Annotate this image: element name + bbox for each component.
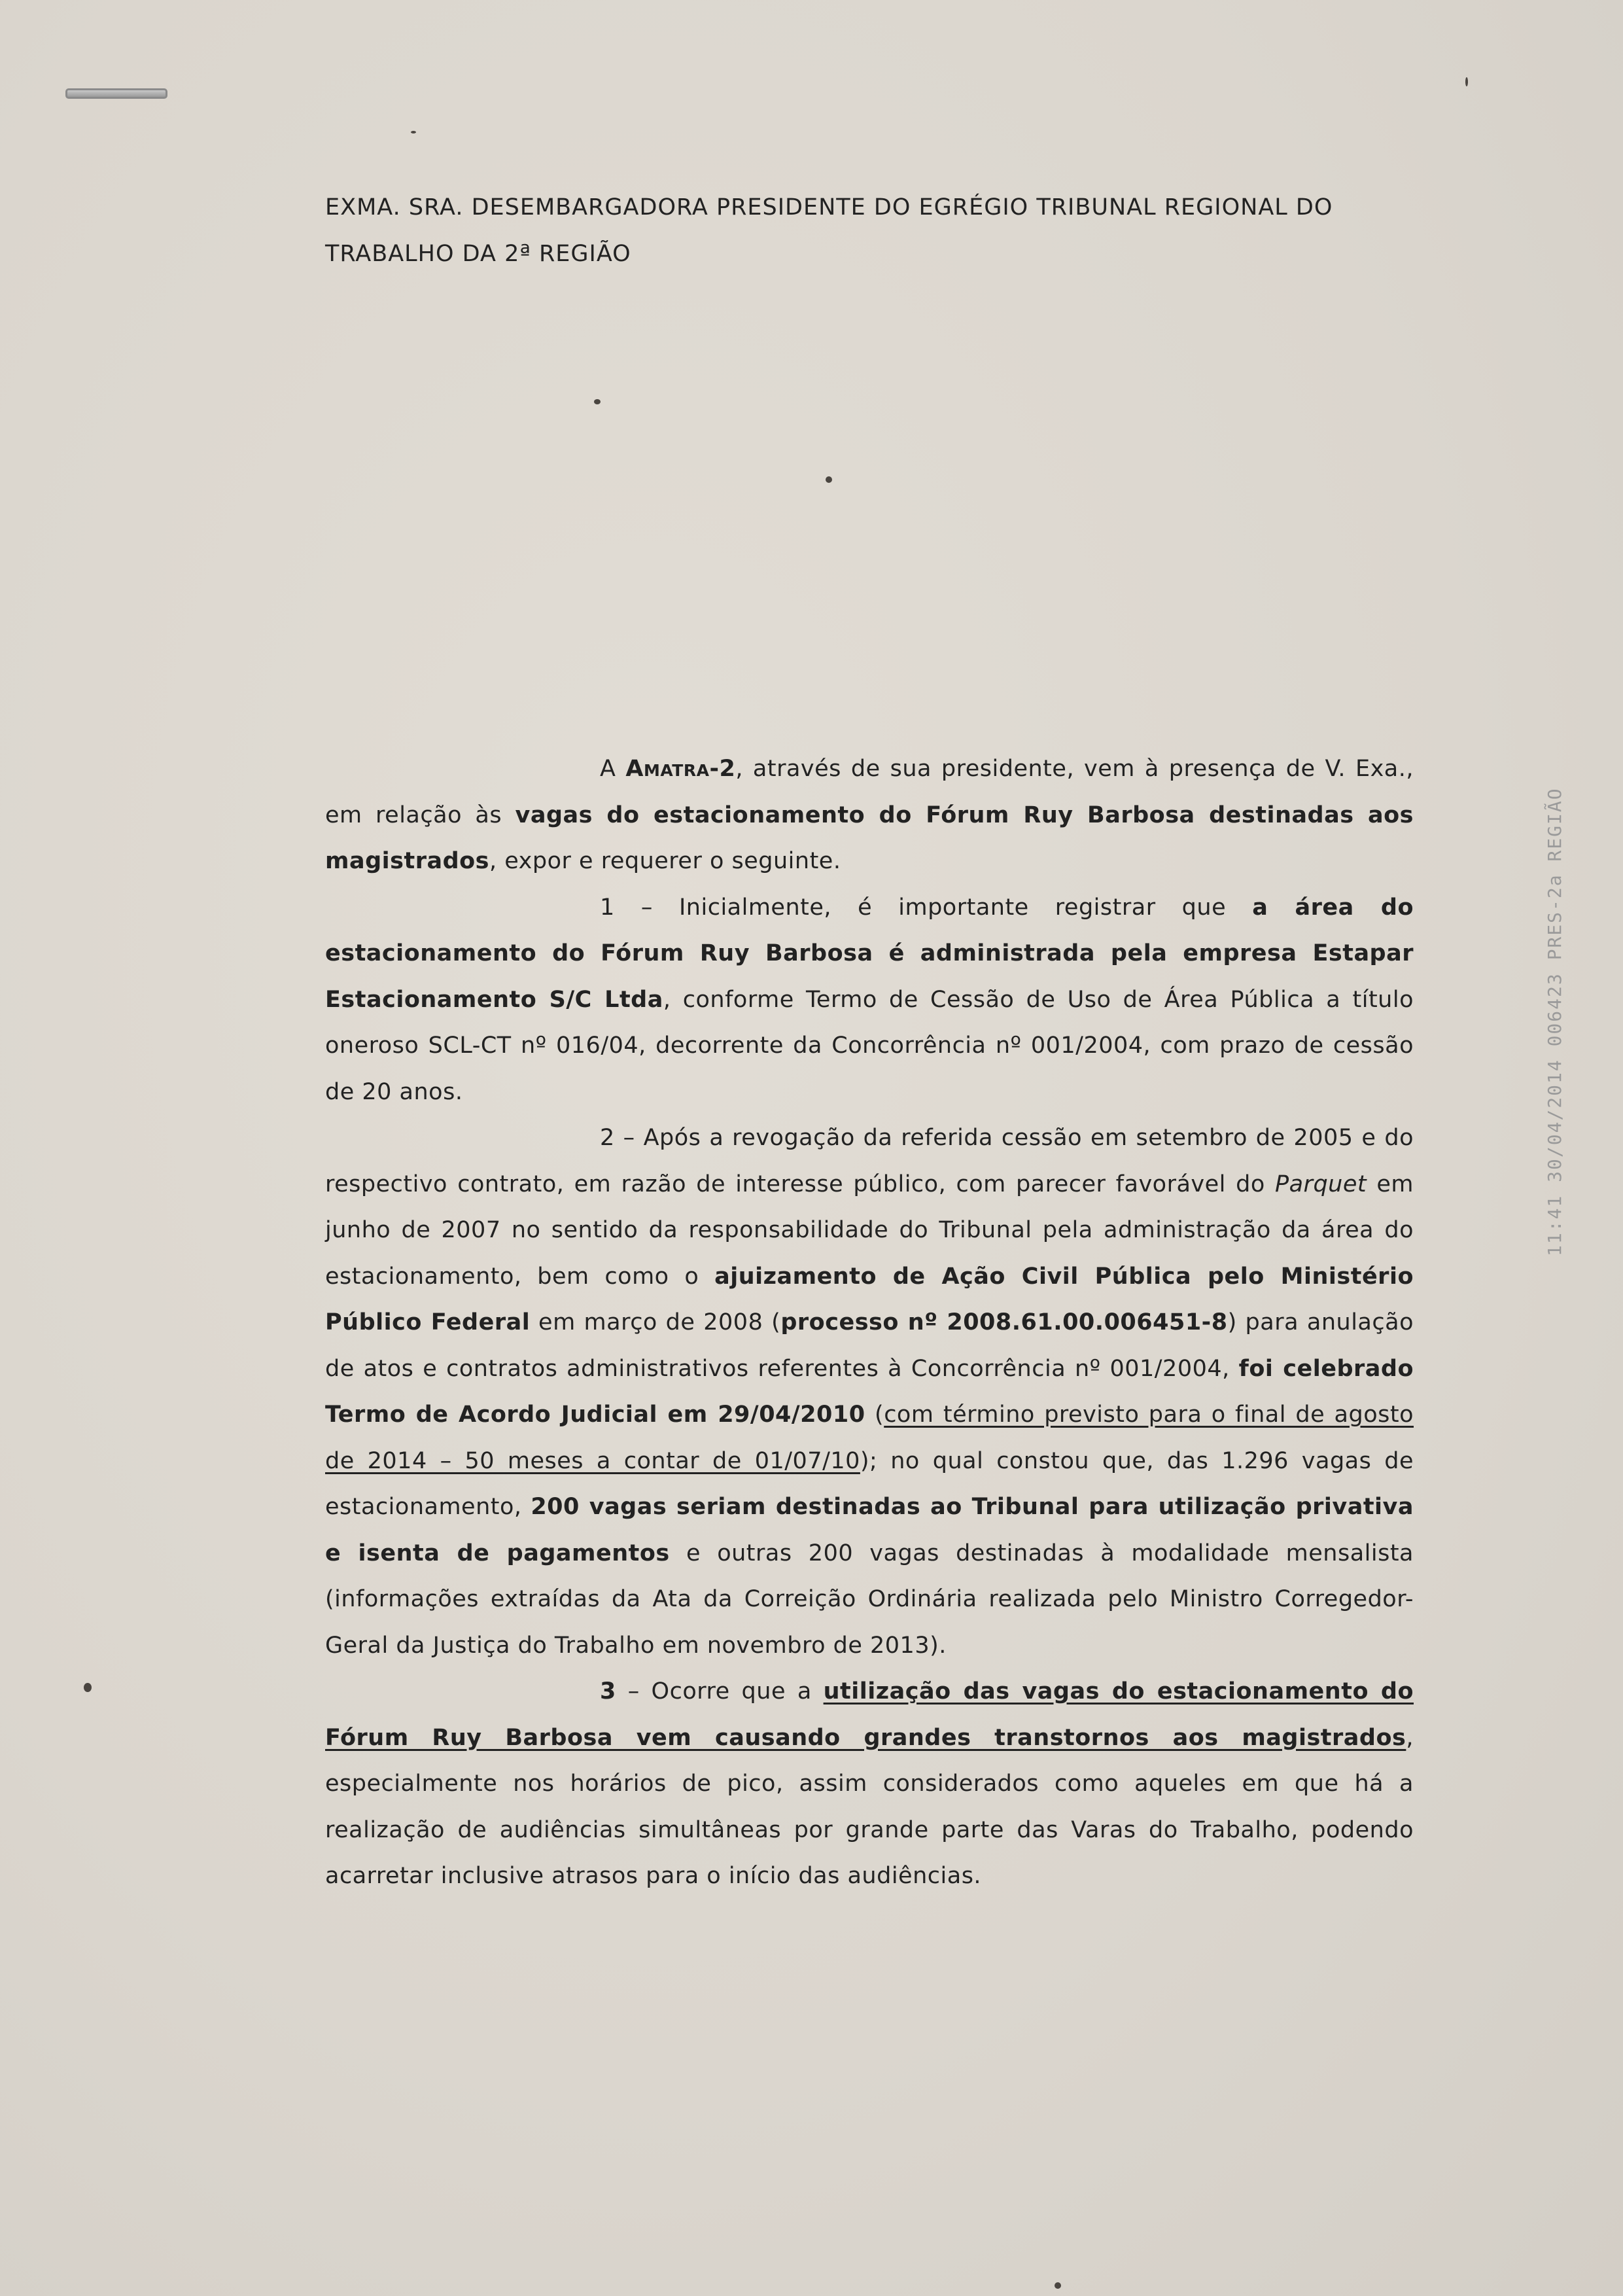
paper-speck (1465, 77, 1468, 86)
intro-text: , através de sua presidente, vem à presença de V. Exa., em relação às (325, 756, 1414, 828)
item-1-text: 1 – Inicialmente, é importante registrar que (600, 894, 1253, 921)
item-2-text: em março de 2008 ( (530, 1309, 781, 1335)
item-2-emphasis: ajuizamento de Ação Civil Pública pelo Ministério Público Federal (325, 1263, 1414, 1335)
item-2-paragraph (325, 1115, 1414, 1669)
petition-body (325, 746, 1414, 1899)
intro-text: , expor e requerer o seguinte. (489, 848, 841, 874)
item-2-underlined: com término previsto para o final de agosto de 2014 – 50 meses a contar de 01/07/10 (325, 1402, 1414, 1474)
item-3-text: , especialmente nos horários de pico, assim considerados como aqueles em que há a realização de audiências simultâneas por grande parte das Varas do Trabalho, podendo acarretar inclusive atrasos para o início das audiências. (325, 1724, 1414, 1889)
item-2-text: ( (865, 1402, 884, 1428)
item-3-text: – Ocorre que a (616, 1678, 824, 1704)
association-name: Amatra-2 (625, 756, 736, 782)
item-1-text: , conforme Termo de Cessão de Uso de Área Pública a título oneroso SCL-CT nº 016/04, decorrente da Concorrência nº 001/2004, com prazo de cessão de 20 anos. (325, 986, 1414, 1105)
addressee-line-2: TRABALHO DA 2ª REGIÃO (325, 241, 631, 267)
addressee-header (325, 185, 1437, 277)
paper-speck (411, 131, 416, 133)
item-3-paragraph (325, 1669, 1414, 1899)
addressee-line-1: EXMA. SRA. DESEMBARGADORA PRESIDENTE DO EGRÉGIO TRIBUNAL REGIONAL DO (325, 194, 1333, 221)
item-3-number: 3 (600, 1678, 616, 1704)
staple-mark (65, 88, 167, 99)
paper-speck (84, 1683, 92, 1692)
item-2-text: e outras 200 vagas destinadas à modalidade mensalista (informações extraídas da Ata da Correição Ordinária realizada pelo Ministro Corregedor-Geral da Justiça do Trabalho em novembro de 2013). (325, 1540, 1414, 1659)
intro-emphasis: vagas do estacionamento do Fórum Ruy Barbosa destinadas aos magistrados (325, 802, 1414, 874)
paper-speck (594, 399, 601, 404)
item-1-paragraph (325, 885, 1414, 1116)
process-number: processo nº 2008.61.00.006451-8 (780, 1309, 1228, 1335)
item-2-emphasis: 200 vagas seriam destinadas ao Tribunal para utilização privativa e isenta de pagamentos (325, 1494, 1414, 1566)
item-2-text: 2 – Após a revogação da referida cessão em setembro de 2005 e do respectivo contrato, em razão de interesse público, com parecer favorável do (325, 1125, 1414, 1197)
item-3-emphasis: utilização das vagas do estacionamento do Fórum Ruy Barbosa vem causando grandes transtornos aos magistrados (325, 1678, 1414, 1751)
paper-speck (1055, 2282, 1061, 2289)
item-2-text: ); no qual constou que, das 1.296 vagas de estacionamento, (325, 1447, 1414, 1520)
paper-speck (826, 476, 832, 483)
item-2-text: em junho de 2007 no sentido da responsabilidade do Tribunal pela administração da área do estacionamento, bem como o (325, 1171, 1414, 1290)
item-2-italic: Parquet (1275, 1171, 1367, 1197)
intro-paragraph (325, 746, 1414, 885)
item-2-text: ) para anulação de atos e contratos administrativos referentes à Concorrência nº 001/2004, (325, 1309, 1414, 1382)
item-1-emphasis: a área do estacionamento do Fórum Ruy Barbosa é administrada pela empresa Estapar Estacionamento S/C Ltda (325, 894, 1414, 1013)
intro-text: A (600, 756, 626, 782)
protocol-stamp: 11:41 30/04/2014 006423 PRES-2a REGIÃO (1544, 787, 1565, 1256)
item-2-emphasis: foi celebrado Termo de Acordo Judicial em 29/04/2010 (325, 1355, 1414, 1428)
